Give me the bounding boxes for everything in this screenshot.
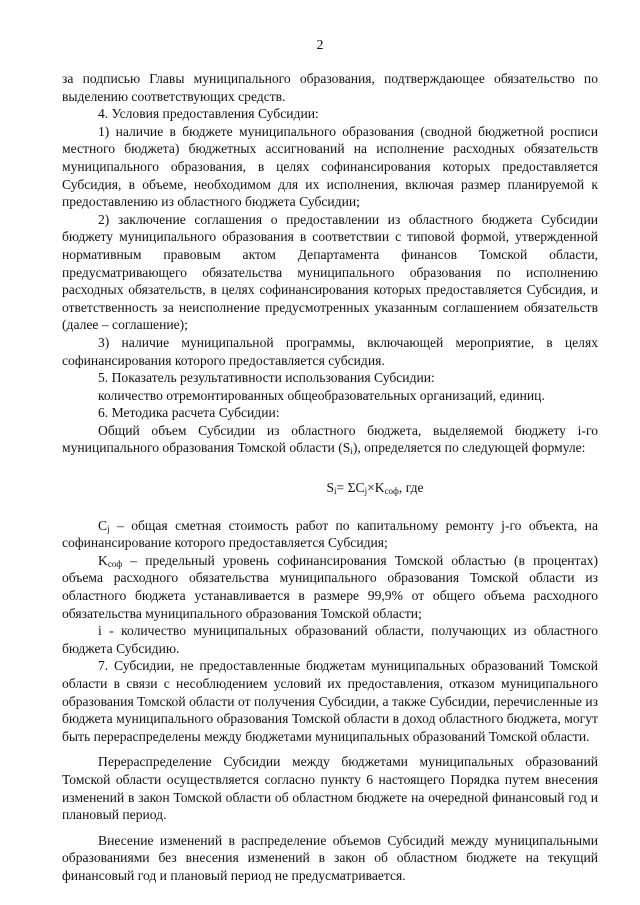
method-intro-start: Общий объем Субсидии из областного бюджета, выделяемой бюджету i-го муниципального образования Томской области (S [62,422,598,456]
indicator-text: количество отремонтированных общеобразовательных организаций, единиц. [98,387,545,403]
formula-s: S [326,480,334,496]
amendments-paragraph: Внесение изменений в распределение объемов Субсидий между муниципальными образованиями без внесения изменений в закон об областном бюджете на текущий финансовый год и плановый период не предусматривается. [62,832,598,883]
definition-c-symbol: C [98,517,108,533]
definition-k-text: – предельный уровень софинансирования Томской областью (в процентах) объема расходного обязательства муниципального образования Томской области из областного бюджета устанавливается в размере 99,9% от общего объема расходного обязательства муниципального образования Томской области; [62,552,598,621]
formula-times: ×K [367,480,385,496]
definition-k [62,552,598,622]
formula [62,479,598,497]
paragraph-continuation: за подписью Главы муниципального образования, подтверждающее обязательство по выделению соответствующих средств. [62,71,598,104]
formula-s-sub: i [334,486,337,497]
method-intro [62,422,598,457]
page-number: 2 [316,38,324,53]
definition-i: i - количество муниципальных образований области, получающих из областного бюджета Субсидию. [62,623,598,656]
formula-c-sub: j [364,486,368,497]
method-intro-sub: i [350,446,353,457]
definition-k-symbol: K [98,552,108,568]
section-heading-conditions: 4. Условия предоставления Субсидии: [98,106,319,122]
formula-k-sub: соф [384,486,399,497]
condition-1: 1) наличие в бюджете муниципального образования (сводной бюджетной росписи местного бюджета) бюджетных ассигнований на исполнение расходных обязательств муниципального образования, в целях софинансирования которых предоставляется Субсидия, в объеме, необходимом для их исполнения, включая размер планируемой к предоставлению из областного бюджета Субсидии; [62,123,598,210]
section-heading-method: 6. Методика расчета Субсидии: [98,405,280,421]
formula-sum: = ΣC [336,480,365,496]
condition-2: 2) заключение соглашения о предоставлении из областного бюджета Субсидии бюджету муниципального образования в соответствии с типовой формой, утвержденной нормативным правовым актом Департамента финансов Томской области, предусматривающего обязательства муниципального образования по исполнению расходных обязательств, в целях софинансирования которых предоставляется Субсидия, и ответственность за неисполнение предусмотренных указанным соглашением обязательств (далее – соглашение); [62,211,598,333]
section-heading-indicator: 5. Показатель результативности использования Субсидии: [98,370,435,386]
definition-c-sub: j [107,523,110,534]
redistribution-paragraph: Перераспределение Субсидии между бюджетами муниципальных образований Томской области осуществляется согласно пункту 6 настоящего Порядка путем внесения изменений в закон Томской области об областном бюджете на очередной финансовый год и плановый период. [62,754,598,823]
definition-k-sub: соф [107,558,123,569]
definition-c-text: – общая сметная стоимость работ по капитальному ремонту j-го объекта, на софинансирование которого предоставляется Субсидия; [62,517,598,551]
method-intro-end: ), определяется по следующей формуле: [352,440,586,456]
section-7: 7. Субсидии, не предоставленные бюджетам муниципальных образований Томской области в связи с несоблюдением условий их предоставления, отказом муниципального образования Томской области от получения Субсидии, а также Субсидии, перечисленные из бюджета муниципального образования Томской области в доход областного бюджета, могут быть перераспределены между бюджетами муниципальных образований Томской области. [62,658,598,744]
formula-tail: , где [398,480,424,496]
definition-c [62,517,598,552]
condition-3: 3) наличие муниципальной программы, включающей мероприятие, в целях софинансирования которого предоставляется субсидия. [62,334,598,368]
document-body [62,70,598,885]
